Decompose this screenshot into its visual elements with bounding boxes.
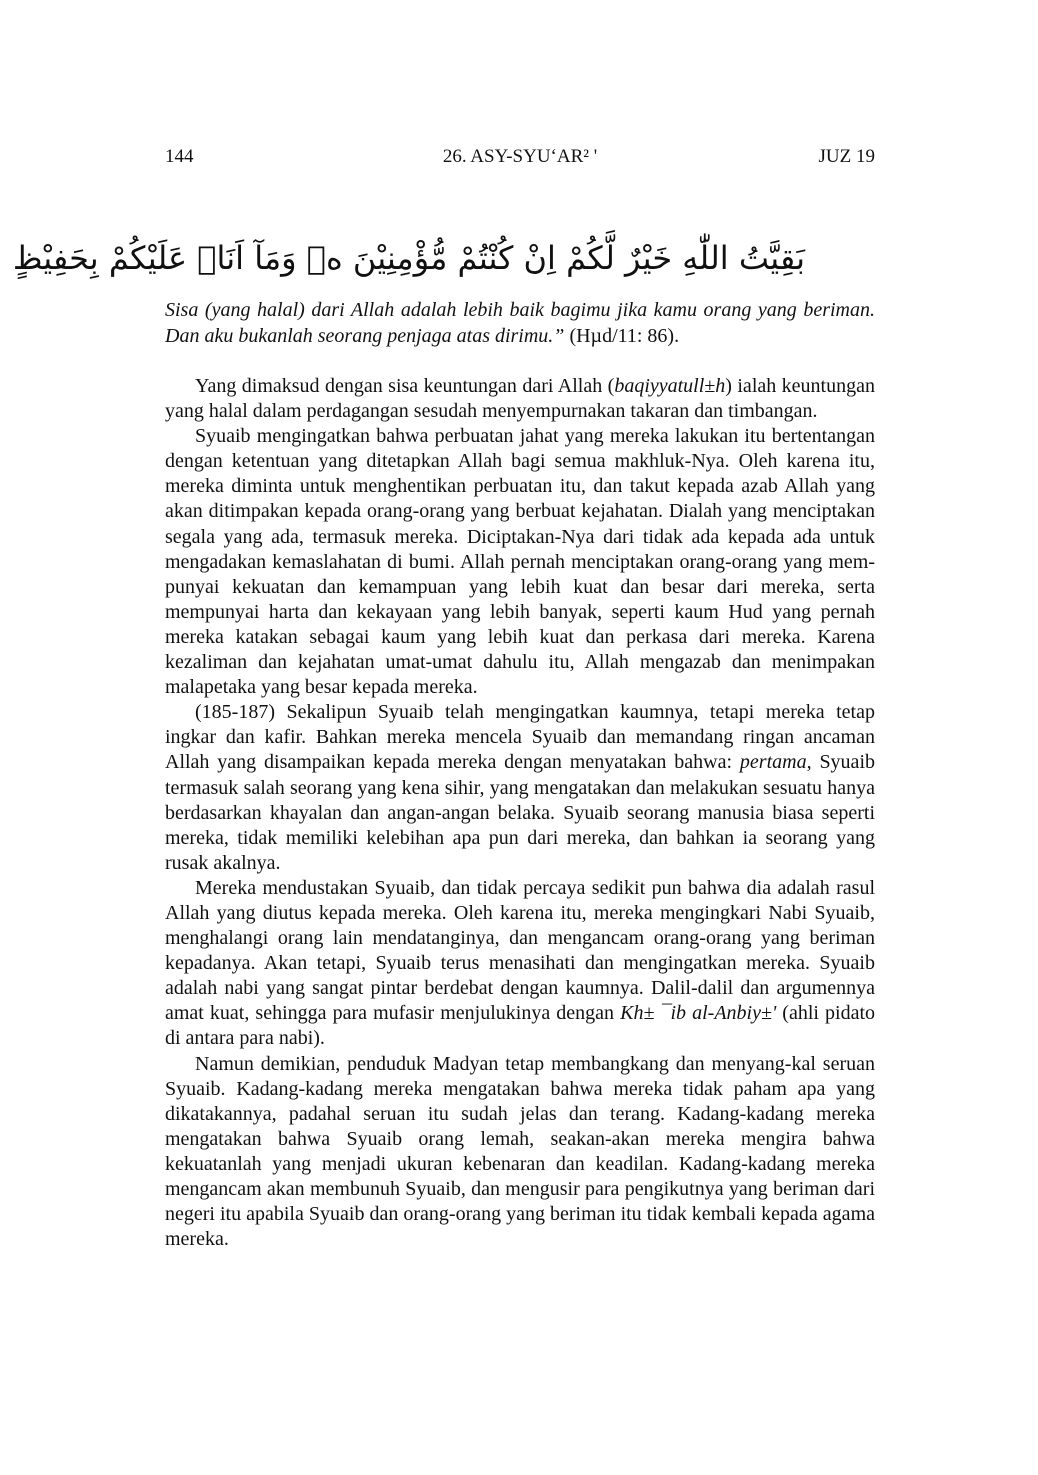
page-number: 144 xyxy=(165,146,194,167)
paragraph-1 xyxy=(165,374,875,424)
body-text xyxy=(165,374,875,1252)
page-header xyxy=(165,146,875,174)
paragraph-1-before: Yang dimaksud dengan sisa keuntungan dari Allah ( xyxy=(195,375,615,397)
paragraph-3-after: , Syuaib termasuk salah seorang yang kena sihir, yang mengatakan dan melakukan sesuatu hanya berdasarkan khayalan dan angan-angan belaka. Syuaib seorang manusia biasa seperti mereka, tidak memiliki kelebihan apa pun dari mereka, dan bahkan ia seorang yang rusak akalnya. xyxy=(165,751,875,874)
paragraph-2: Syuaib mengingatkan bahwa perbuatan jahat yang mereka lakukan itu bertentangan dengan ketentuan yang ditetapkan Allah bagi semua makhluk-Nya. Oleh karena itu, mereka diminta untuk menghentikan perbuatan itu, dan takut kepada azab Allah yang akan ditimpakan kepada orang-orang yang berbuat kejahatan. Dialah yang menciptakan segala yang ada, termasuk mereka. Diciptakan-Nya dari tidak ada kepada ada untuk mengadakan kemaslahatan di bumi. Allah pernah menciptakan orang-orang yang mem-punyai kekuatan dan kemampuan yang lebih kuat dan besar dari mereka, serta mempunyai harta dan kekayaan yang lebih banyak, seperti kaum Hud yang pernah mereka katakan sebagai kaum yang lebih kuat dan perkasa dari mereka. Karena kezaliman dan kejahatan umat-umat dahulu itu, Allah mengazab dan menimpakan malapetaka yang besar kepada mereka. xyxy=(165,425,875,699)
verse-translation xyxy=(165,298,875,349)
paragraph-3 xyxy=(165,700,875,876)
translation-text: Sisa (yang halal) dari Allah adalah lebih baik bagimu jika kamu orang yang beriman. Dan aku bukanlah seorang penjaga atas dirimu.” xyxy=(165,299,875,347)
verse-reference: (Hµd/11: 86). xyxy=(564,324,680,347)
juz-label: JUZ 19 xyxy=(818,146,875,167)
paragraph-3-before: (185-187) Sekalipun Syuaib telah mengingatkan kaumnya, tetapi mereka tetap ingkar dan kafir. Bahkan mereka mencela Syuaib dan memandang ringan ancaman Allah yang disampaikan kepada mereka dengan menyatakan bahwa: xyxy=(165,701,875,774)
arabic-verse: بَقِيَّتُ اللّٰهِ خَيْرٌ لَّكُمْ اِنْ كُنْتُمْ مُّؤْمِنِيْنَ ەۚ وَمَآ اَنَا۠ عَلَيْكُمْ بِحَفِيْظٍ xyxy=(12,239,805,277)
chapter-title: 26. ASY-SYU‘AR² ' xyxy=(442,146,598,167)
paragraph-4-after: (ahli pidato di antara para nabi). xyxy=(165,1002,876,1050)
paragraph-5: Namun demikian, penduduk Madyan tetap membangkang dan menyang-kal seruan Syuaib. Kadang-kadang mereka mengatakan bahwa mereka tidak paham apa yang dikatakannya, padahal seruan itu sudah jelas dan terang. Kadang-kadang mereka mengatakan bahwa Syuaib orang lemah, seakan-akan mereka mengira bahwa kekuatanlah yang menjadi ukuran kebenaran dan keadilan. Kadang-kadang mereka mengancam akan membunuh Syuaib, dan mengusir para pengikutnya yang beriman dari negeri itu apabila Syuaib dan orang-orang yang beriman itu tidak kembali kepada agama mereka. xyxy=(165,1052,875,1251)
term-khatib-al-anbiya: Kh± ¯ib al-Anbiy±' xyxy=(620,1002,777,1025)
term-baqiyyatullah: baqiyyatull±h xyxy=(614,375,726,397)
paragraph-4 xyxy=(165,876,875,1052)
paragraph-1-after: ) ialah keuntungan yang halal dalam perdagangan sesudah menyempurnakan takaran dan timbangan. xyxy=(165,375,875,423)
term-pertama: pertama xyxy=(739,751,807,774)
paragraph-4-before: Mereka mendustakan Syuaib, dan tidak percaya sedikit pun bahwa dia adalah rasul Allah yang diutus kepada mereka. Oleh karena itu, mereka mengingkari Nabi Syuaib, menghalangi orang lain mendatanginya, dan mengancam orang-orang yang beriman kepadanya. Akan tetapi, Syuaib terus menasihati dan mengingatkan mereka. Syuaib adalah nabi yang sangat pintar berdebat dengan kaumnya. Dalil-dalil dan argumennya amat kuat, sehingga para mufasir menjulukinya dengan xyxy=(165,876,875,1025)
